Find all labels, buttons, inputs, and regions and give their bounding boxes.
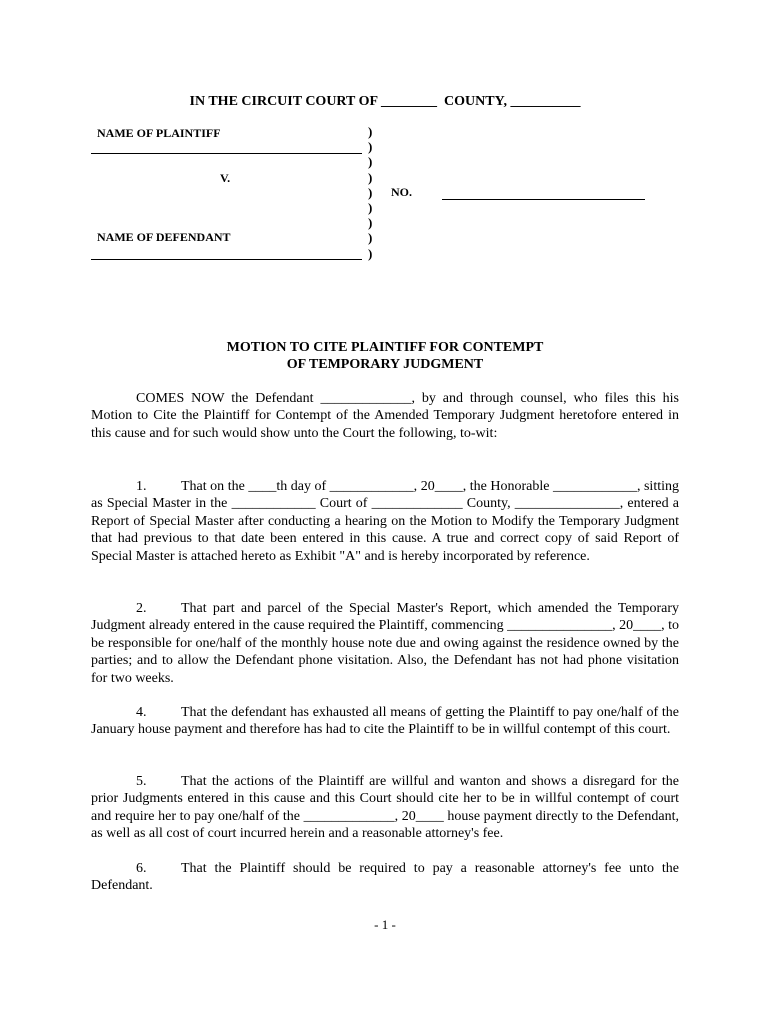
paren: ) — [368, 124, 373, 139]
paragraph-text: That the actions of the Plaintiff are willful and wanton and shows a disregard for the prior Judgments entered in this cause and this Court should cite her to be in willful contempt of court and require her to pay one/half of the _____________, 20____ house payment directly to the Defendant, as well as all cost of court incurred herein and a reasonable attorney's fee. — [91, 774, 679, 842]
case-number-line — [442, 199, 645, 200]
paragraph-text: That the defendant has exhausted all means of getting the Plaintiff to pay one/half of the January house payment and therefore has had to cite the Plaintiff to be in willful contempt of this court. — [91, 705, 679, 738]
motion-title — [0, 339, 770, 373]
paren: ) — [368, 199, 373, 215]
paragraph-2 — [91, 600, 679, 687]
paren: ) — [368, 184, 373, 200]
plaintiff-label: NAME OF PLAINTIFF — [97, 126, 221, 140]
defendant-signature-line — [91, 259, 362, 260]
case-number-label: NO. — [391, 185, 412, 199]
paragraph-number: 6. — [136, 861, 147, 876]
paren: ) — [368, 169, 373, 185]
paragraph-number: 5. — [136, 774, 147, 789]
paragraph-5 — [91, 773, 679, 843]
paragraph-text: That part and parcel of the Special Master's Report, which amended the Temporary Judgment already entered in the cause required the Plaintiff, commencing _______________, 20____, to be responsible for one/half of the monthly house note due and owing against the residence owned by the parties; and to allow the Defendant phone visitation. Also, the Defendant has not had phone visitation for two weeks. — [91, 601, 679, 686]
paren: ) — [368, 230, 373, 246]
paragraph-1 — [91, 478, 679, 565]
paragraph-text: That on the ____th day of ____________, 20____, the Honorable ____________, sitting as Special Master in the ____________ Court of _____________ County, _______________, entered a Report of Special Master after conducting a hearing on the Motion to Modify the Temporary Judgment that had previous to that date been entered in this cause. A true and correct copy of said Report of Special Master is attached hereto as Exhibit "A" and is hereby incorporated by reference. — [91, 479, 679, 564]
plaintiff-signature-line — [91, 153, 362, 154]
court-title: IN THE CIRCUIT COURT OF ________ COUNTY, __________ — [189, 94, 581, 109]
versus-label: V. — [220, 171, 231, 185]
paragraph-number: 2. — [136, 601, 147, 616]
page-number: - 1 - — [374, 917, 396, 932]
paragraph-text: That the Plaintiff should be required to pay a reasonable attorney's fee unto the Defendant. — [91, 861, 679, 894]
motion-title-line2: OF TEMPORARY JUDGMENT — [286, 357, 484, 372]
paren: ) — [368, 245, 373, 261]
caption-parens — [368, 124, 372, 261]
intro-paragraph: COMES NOW the Defendant _____________, by and through counsel, who files this his Motion to Cite the Plaintiff for Contempt of the Amended Temporary Judgment heretofore entered in this cause and for such would show unto the Court the following, to-wit: — [91, 391, 679, 441]
paren: ) — [368, 154, 373, 170]
paragraph-number: 1. — [136, 479, 147, 494]
paragraph-4 — [91, 704, 679, 739]
paren: ) — [368, 139, 373, 155]
paragraph-6 — [91, 860, 679, 895]
paren: ) — [368, 215, 373, 231]
motion-title-line1: MOTION TO CITE PLAINTIFF FOR CONTEMPT — [226, 340, 544, 355]
defendant-label: NAME OF DEFENDANT — [97, 230, 231, 244]
paragraph-number: 4. — [136, 705, 147, 720]
